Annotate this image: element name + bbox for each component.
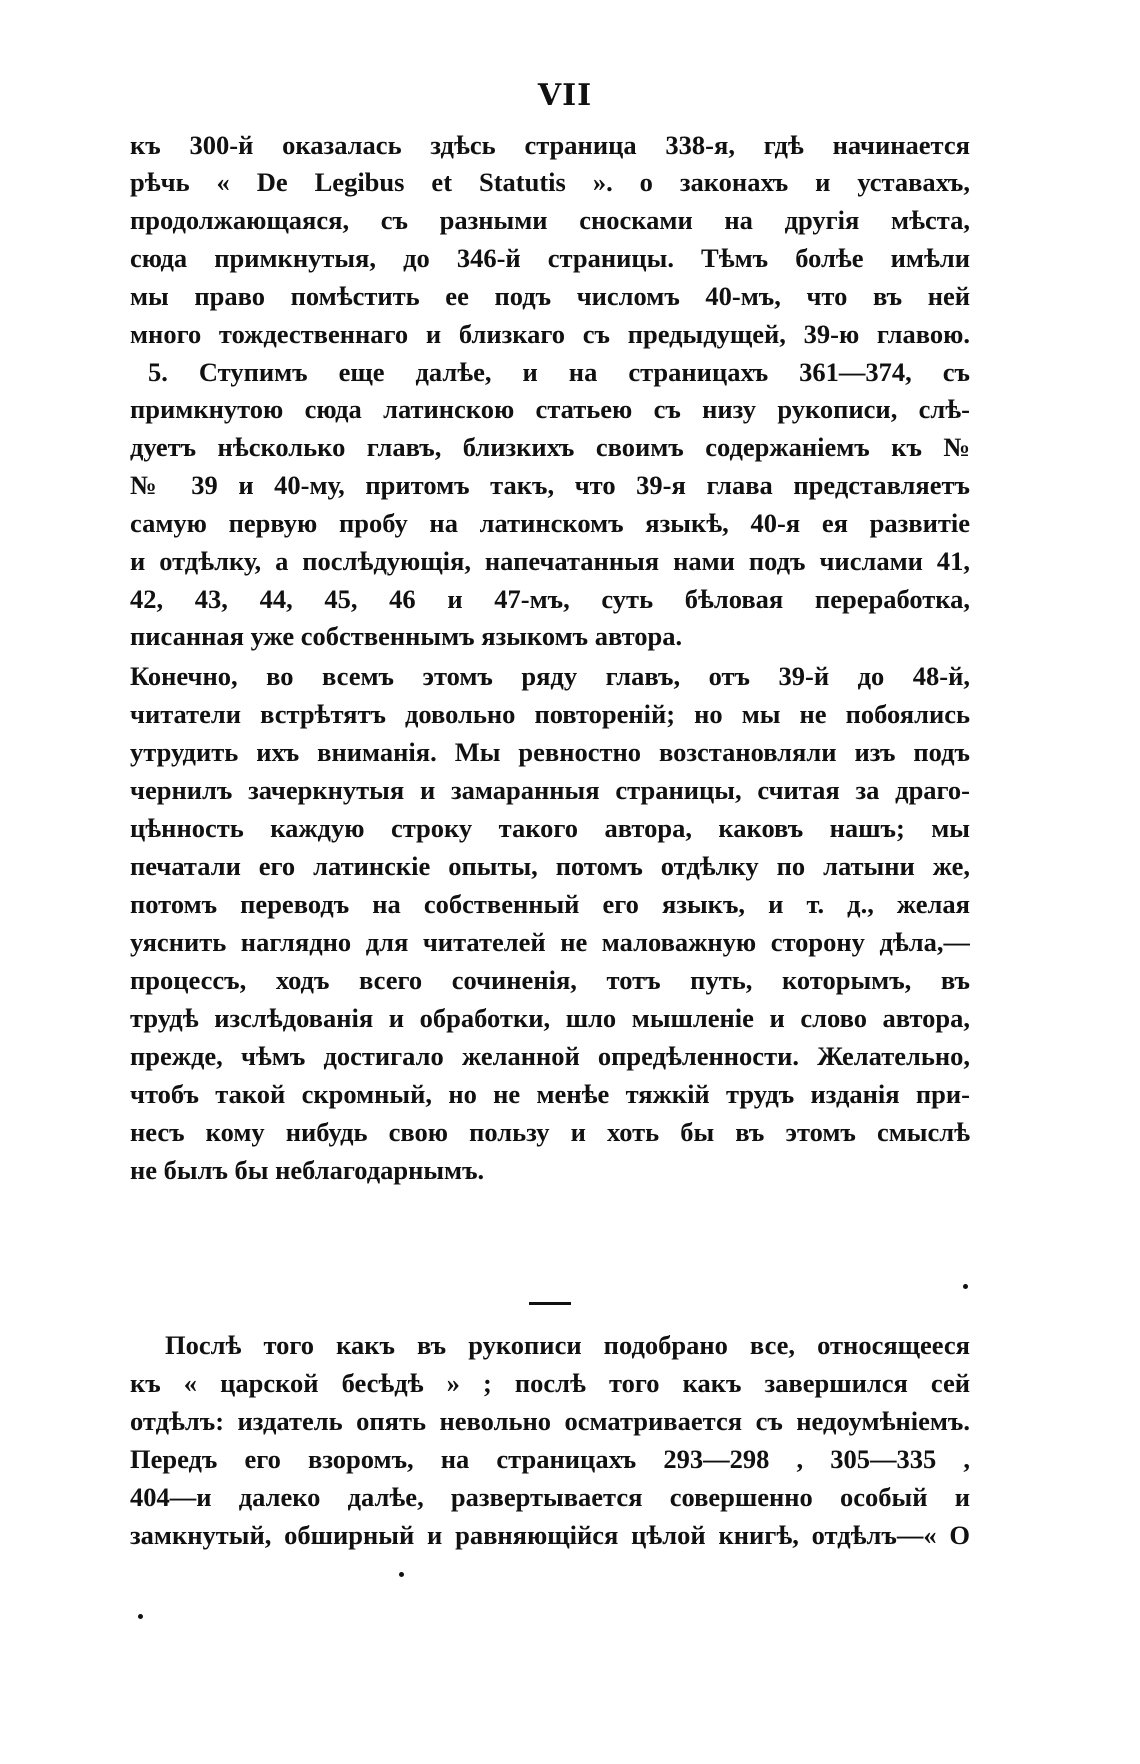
text-line: и отдѣлку, а послѣдующія, напечатанныя нами подъ числами 41, bbox=[130, 546, 970, 576]
text-line: 42, 43, 44, 45, 46 и 47-мъ, суть бѣловая переработка, bbox=[130, 584, 970, 614]
text-line: продолжающаяся, съ разными сносками на другія мѣста, bbox=[130, 205, 970, 235]
ink-speck bbox=[399, 1572, 404, 1577]
text-line: Послѣ того какъ въ рукописи подобрано все, относящееся bbox=[165, 1330, 970, 1360]
text-line: Конечно, во всемъ этомъ ряду главъ, отъ 39-й до 48-й, bbox=[130, 661, 970, 691]
ink-speck bbox=[138, 1614, 143, 1619]
ink-speck bbox=[963, 1284, 968, 1289]
text-line: рѣчь « De Legibus et Statutis ». о законахъ и уставахъ, bbox=[130, 167, 970, 197]
text-line: примкнутою сюда латинскою статьею съ низу рукописи, слѣ- bbox=[130, 394, 970, 424]
text-line: 404—и далеко далѣе, развертывается совершенно особый и bbox=[130, 1482, 970, 1512]
text-line: несъ кому нибудь свою пользу и хоть бы въ этомъ смыслѣ bbox=[130, 1117, 970, 1147]
text-line: цѣнность каждую строку такого автора, каковъ нашъ; мы bbox=[130, 813, 970, 843]
text-line: дуетъ нѣсколько главъ, близкихъ своимъ содержаніемъ къ № bbox=[130, 432, 970, 462]
text-line: 5. Ступимъ еще далѣе, и на страницахъ 361—374, съ bbox=[148, 357, 970, 387]
text-line: чтобъ такой скромный, но не менѣе тяжкій трудъ изданія при- bbox=[130, 1079, 970, 1109]
text-line: трудѣ изслѣдованія и обработки, шло мышленіе и слово автора, bbox=[130, 1003, 970, 1033]
text-line: не былъ бы неблагодарнымъ. bbox=[130, 1155, 485, 1185]
text-line: № 39 и 40-му, притомъ такъ, что 39-я глава представляетъ bbox=[130, 470, 970, 500]
text-line: къ « царской бесѣдѣ » ; послѣ того какъ завершился сей bbox=[130, 1368, 970, 1398]
text-line: самую первую пробу на латинскомъ языкѣ, 40-я ея развитіе bbox=[130, 508, 970, 538]
text-line: утрудить ихъ вниманія. Мы ревностно возстановляли изъ подъ bbox=[130, 737, 970, 767]
text-line: чернилъ зачеркнутыя и замаранныя страницы, считая за драго- bbox=[130, 775, 970, 805]
text-line: мы право помѣстить ее подъ числомъ 40-мъ, что въ ней bbox=[130, 281, 970, 311]
text-line: писанная уже собственнымъ языкомъ автора. bbox=[130, 621, 683, 651]
text-line: къ 300-й оказалась здѣсь страница 338-я, гдѣ начинается bbox=[130, 130, 970, 160]
text-line: замкнутый, обширный и равняющійся цѣлой книгѣ, отдѣлъ—« О bbox=[130, 1520, 970, 1550]
section-divider bbox=[529, 1302, 571, 1305]
text-line: прежде, чѣмъ достигало желанной опредѣленности. Желательно, bbox=[130, 1041, 970, 1071]
text-line: отдѣлъ: издатель опять невольно осматривается съ недоумѣніемъ. bbox=[130, 1406, 970, 1436]
text-line: Передъ его взоромъ, на страницахъ 293—298 , 305—335 , bbox=[130, 1444, 970, 1474]
page-number: VII bbox=[537, 78, 593, 113]
text-line: потомъ переводъ на собственный его языкъ, и т. д., желая bbox=[130, 889, 970, 919]
text-line: много тождественнаго и близкаго съ предыдущей, 39-ю главою. bbox=[130, 319, 970, 349]
text-line: уяснить наглядно для читателей не маловажную сторону дѣла,— bbox=[130, 927, 970, 957]
text-line: читатели встрѣтятъ довольно повтореній; но мы не побоялись bbox=[130, 699, 970, 729]
text-line: процессъ, ходъ всего сочиненія, тотъ путь, которымъ, въ bbox=[130, 965, 970, 995]
text-line: сюда примкнутыя, до 346-й страницы. Тѣмъ болѣе имѣли bbox=[130, 243, 970, 273]
text-line: печатали его латинскіе опыты, потомъ отдѣлку по латыни же, bbox=[130, 851, 970, 881]
